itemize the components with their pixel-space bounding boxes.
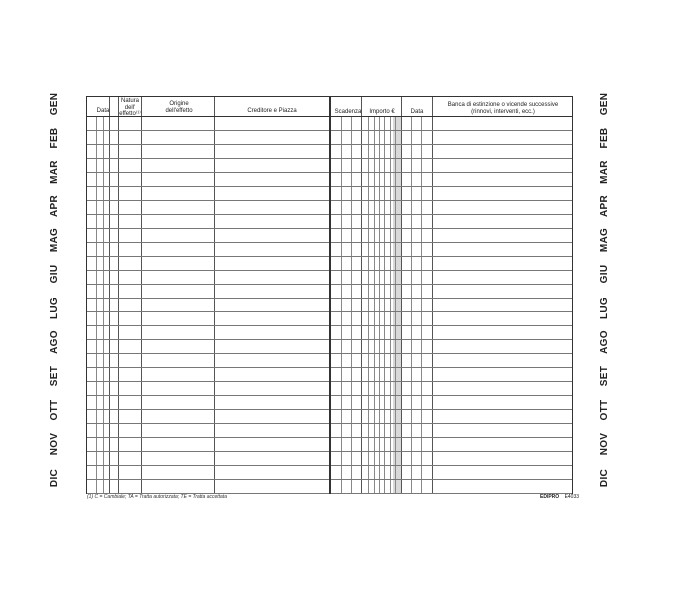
right-row-line	[331, 214, 572, 215]
right-row-line	[331, 172, 572, 173]
month-label-right: MAR	[599, 160, 610, 184]
left-row-line	[87, 284, 329, 285]
right-row-line	[331, 451, 572, 452]
header-data-right: Data	[410, 109, 424, 115]
header-natura	[119, 98, 141, 118]
left-row-line	[87, 437, 329, 438]
right-row-line	[331, 158, 572, 159]
right-row-line	[331, 242, 572, 243]
month-label-left: AGO	[49, 330, 60, 354]
right-row-line	[331, 367, 572, 368]
left-row-line	[87, 130, 329, 131]
right-column-line	[361, 97, 362, 493]
header-banca	[433, 102, 573, 115]
header-origine-line1: Origine	[169, 101, 189, 107]
month-label-left: GEN	[49, 92, 60, 116]
month-label-left: MAR	[49, 160, 60, 184]
left-row-line	[87, 228, 329, 229]
header-importo: Importo €	[369, 109, 395, 115]
left-row-line	[87, 144, 329, 145]
header-creditore: Creditore e Piazza	[247, 108, 297, 114]
right-row-line	[331, 409, 572, 410]
right-row-line	[331, 311, 572, 312]
left-row-line	[87, 214, 329, 215]
footnote: (1) C = Cambiale; TA = Tratta autorizzata; TE = Tratta accettata	[87, 494, 228, 500]
header-banca-line1: Banca di estinzione o vicende successive	[447, 102, 559, 108]
left-row-line	[87, 270, 329, 271]
left-row-line	[87, 465, 329, 466]
right-row-line	[331, 423, 572, 424]
right-row-line	[331, 284, 572, 285]
right-column-line	[432, 97, 433, 493]
right-column-line	[401, 97, 402, 493]
left-ledger-sheet	[86, 96, 330, 494]
brand-logo: EDIPRO	[540, 494, 560, 500]
month-label-right: SET	[599, 365, 610, 387]
left-row-line	[87, 339, 329, 340]
left-row-line	[87, 381, 329, 382]
month-label-left: APR	[49, 195, 60, 218]
month-label-left: LUG	[49, 297, 60, 320]
right-ledger-sheet	[330, 96, 573, 494]
right-row-line	[331, 381, 572, 382]
month-label-right: AGO	[599, 330, 610, 354]
header-origine-line2: dell'effetto	[165, 107, 193, 114]
right-row-line	[331, 353, 572, 354]
product-code: E4033	[564, 494, 580, 500]
month-label-right: MAG	[599, 227, 610, 253]
left-row-line	[87, 367, 329, 368]
month-label-left: FEB	[49, 127, 60, 149]
left-column-line	[141, 97, 142, 493]
header-scadenza: Scadenza	[334, 109, 362, 115]
header-data: Data	[96, 108, 110, 114]
header-banca-line2: (rinnovi, interventi, ecc.)	[471, 108, 535, 115]
left-row-line	[87, 451, 329, 452]
right-row-line	[331, 186, 572, 187]
right-row-line	[331, 339, 572, 340]
right-row-line	[331, 116, 572, 117]
month-label-left: MAG	[49, 227, 60, 253]
header-origine	[143, 101, 215, 114]
left-row-line	[87, 172, 329, 173]
left-row-line	[87, 200, 329, 201]
right-row-line	[331, 493, 572, 494]
left-row-line	[87, 479, 329, 480]
right-row-line	[331, 437, 572, 438]
left-row-line	[87, 325, 329, 326]
left-row-line	[87, 423, 329, 424]
right-row-line	[331, 395, 572, 396]
month-label-right: APR	[599, 195, 610, 218]
left-row-line	[87, 242, 329, 243]
month-label-left: SET	[49, 365, 60, 387]
right-row-line	[331, 144, 572, 145]
right-row-line	[331, 465, 572, 466]
right-row-line	[331, 130, 572, 131]
left-row-line	[87, 256, 329, 257]
right-row-line	[331, 298, 572, 299]
right-row-line	[331, 200, 572, 201]
month-label-right: GIU	[599, 264, 610, 284]
left-row-line	[87, 116, 329, 117]
month-label-right: FEB	[599, 127, 610, 149]
left-row-line	[87, 409, 329, 410]
left-row-line	[87, 395, 329, 396]
month-label-left: OTT	[49, 399, 60, 421]
month-label-left: GIU	[49, 264, 60, 284]
left-column-line	[118, 97, 119, 493]
left-row-line	[87, 298, 329, 299]
header-natura-line1: Natura	[120, 98, 139, 104]
left-column-line	[214, 97, 215, 493]
month-label-left: NOV	[49, 432, 60, 456]
header-natura-line2: dell'	[124, 104, 136, 111]
left-row-line	[87, 158, 329, 159]
left-column-line	[109, 97, 110, 493]
right-row-line	[331, 325, 572, 326]
month-label-right: GEN	[599, 92, 610, 116]
right-row-line	[331, 479, 572, 480]
left-row-line	[87, 311, 329, 312]
month-label-right: LUG	[599, 297, 610, 320]
left-row-line	[87, 353, 329, 354]
right-row-line	[331, 228, 572, 229]
brand-mark	[540, 494, 579, 500]
right-row-line	[331, 256, 572, 257]
month-label-left: DIC	[49, 468, 60, 488]
month-label-right: NOV	[599, 432, 610, 456]
header-natura-line3: effetto⁽¹⁾	[119, 111, 141, 117]
month-label-right: DIC	[599, 468, 610, 488]
month-label-right: OTT	[599, 399, 610, 421]
right-row-line	[331, 270, 572, 271]
left-row-line	[87, 186, 329, 187]
